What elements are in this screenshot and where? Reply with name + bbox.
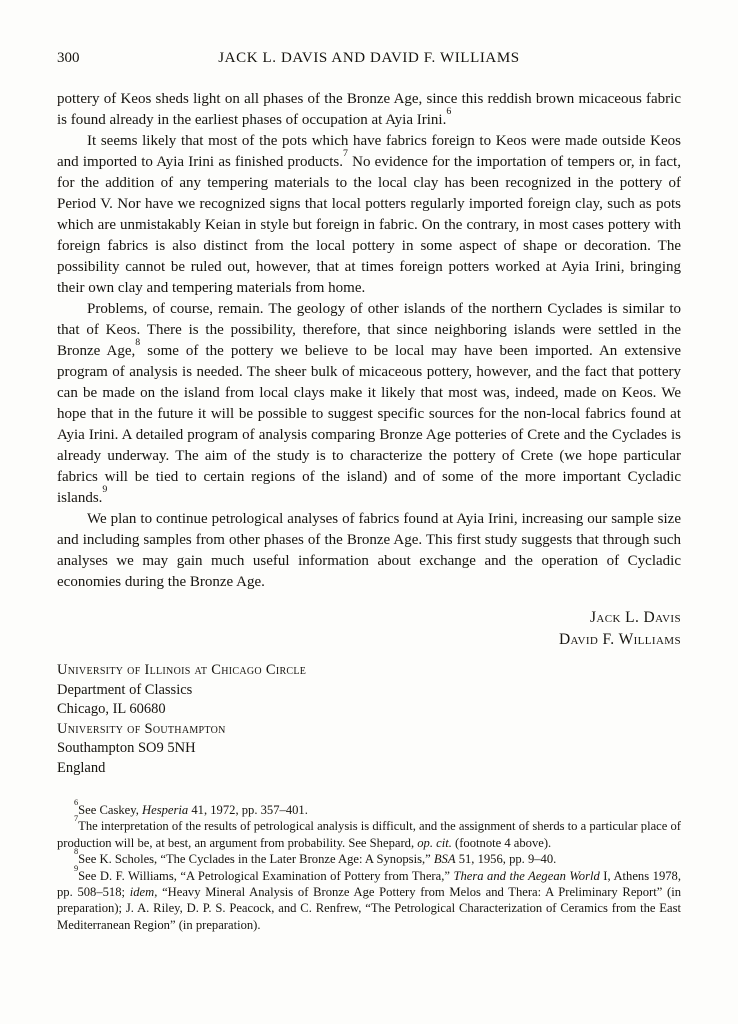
- page-number: 300: [57, 50, 80, 66]
- footnote-ref-9: 9: [102, 483, 108, 495]
- footnote-marker: 7: [74, 814, 79, 824]
- body-paragraph-3: [57, 299, 681, 509]
- text-run: some of the pottery we believe to be local may have been imported. An extensive program of analysis is needed. The sheer bulk of micaceous pottery, however, and the fact that pottery can be made on the island from local clays make it likely that most was, indeed, made on Keos. We hope that in the future it will be possible to suggest specific sources for the non-local fabrics found at Ayia Irini. A detailed program of analysis comparing Bronze Age potteries of Crete and the Cyclades is already underway. The aim of the study is to characterize the pottery of Crete (we hope particular fabrics will be tied to certain regions of the island) and of some of the more important Cycladic islands.: [57, 343, 681, 506]
- italic-run: idem: [129, 885, 155, 900]
- italic-run: op. cit.: [417, 835, 452, 850]
- affiliation-city-2: Southampton SO9 5NH: [57, 740, 196, 756]
- footnote-marker: 6: [74, 798, 79, 808]
- author-affiliations: [57, 661, 681, 778]
- text-run: No evidence for the importation of tempers or, in fact, for the addition of any tempering materials to the local clay has been recognized in the pottery of Period V. Nor have we recognized signs that local potters regularly imported foreign clay, such as pots which are unmistakably Keian in style but foreign in fabric. On the contrary, in most cases pottery with foreign fabrics is also distinct from the local pottery in some aspect of shape or decoration. The possibility cannot be ruled out, however, that at times foreign potters worked at Ayia Irini, bringing their own clay and tempering materials from home.: [57, 154, 681, 296]
- body-paragraph-1: [57, 89, 681, 131]
- footnote-6: [57, 798, 681, 818]
- footnote-8: [57, 847, 681, 867]
- text-run: 41, 1972, pp. 357–401.: [188, 803, 308, 817]
- text-run: Problems, of course, remain. The geology of other islands of the northern Cyclades is similar to that of Keos. There is the possibility, therefore, that since neighboring islands were settled in the Bronze Age,: [57, 301, 681, 359]
- text-run: The interpretation of the results of petrological analysis is difficult, and the assignment of sherds to a particular place of production will be, at best, an argument from probability. See Shepard,: [57, 819, 681, 850]
- italic-run: Thera and the Aegean World: [453, 868, 600, 883]
- text-run: I, Athens 1978, pp. 508–518;: [57, 868, 681, 900]
- page-header: [57, 50, 681, 67]
- italic-run: BSA: [433, 852, 456, 867]
- affiliation-institution-1: University of Illinois at Chicago Circle: [57, 662, 307, 678]
- footnote-marker: 8: [74, 847, 79, 857]
- footnote-marker: 9: [74, 863, 79, 873]
- author-signatures: [57, 607, 681, 651]
- text-run: (footnote 4 above).: [451, 835, 552, 850]
- text-run: See K. Scholes, “The Cyclades in the Later Bronze Age: A Synopsis,”: [78, 852, 434, 867]
- signature-williams: David F. Williams: [558, 631, 681, 648]
- signature-davis: Jack L. Davis: [590, 609, 681, 626]
- footnotes-section: [57, 798, 681, 933]
- footnote-ref-8: 8: [135, 336, 141, 348]
- footnote-9: [57, 863, 681, 934]
- footnote-ref-7: 7: [342, 147, 348, 159]
- italic-run: Hesperia: [142, 803, 189, 817]
- text-run: pottery of Keos sheds light on all phases of the Bronze Age, since this reddish brown micaceous fabric is found already in the earliest phases of occupation at Ayia Irini.: [57, 91, 681, 128]
- affiliation-country: England: [57, 759, 106, 776]
- affiliation-department: Department of Classics: [57, 681, 193, 698]
- footnote-7: [57, 814, 681, 851]
- affiliation-institution-2: University of Southampton: [57, 720, 226, 737]
- text-run: It seems likely that most of the pots which have fabrics foreign to Keos were made outside Keos and imported to Ayia Irini as finished products.: [57, 133, 681, 170]
- text-run: See D. F. Williams, “A Petrological Examination of Pottery from Thera,”: [78, 868, 454, 883]
- text-run: See Caskey,: [78, 803, 143, 817]
- body-paragraph-2: [57, 131, 681, 299]
- footnote-ref-6: 6: [446, 105, 452, 117]
- running-head: JACK L. DAVIS AND DAVID F. WILLIAMS: [218, 50, 520, 66]
- text-run: 51, 1956, pp. 9–40.: [455, 852, 557, 867]
- article-body: [57, 89, 681, 593]
- affiliation-city-1: Chicago, IL 60680: [57, 701, 166, 717]
- text-run: , “Heavy Mineral Analysis of Bronze Age Pottery from Melos and Thera: A Preliminary Report” (in preparation); J. A. Riley, D. P. S. Peacock, and C. Renfrew, “The Petrological Characterization of Ceramics from the East Mediterranean Region” (in preparation).: [57, 885, 681, 932]
- text-run: We plan to continue petrological analyses of fabrics found at Ayia Irini, increasing our sample size and including samples from other phases of the Bronze Age. This first study suggests that through such analyses we may gain much useful information about exchange and the operation of Cycladic economies during the Bronze Age.: [57, 511, 681, 590]
- body-paragraph-4: [57, 509, 681, 593]
